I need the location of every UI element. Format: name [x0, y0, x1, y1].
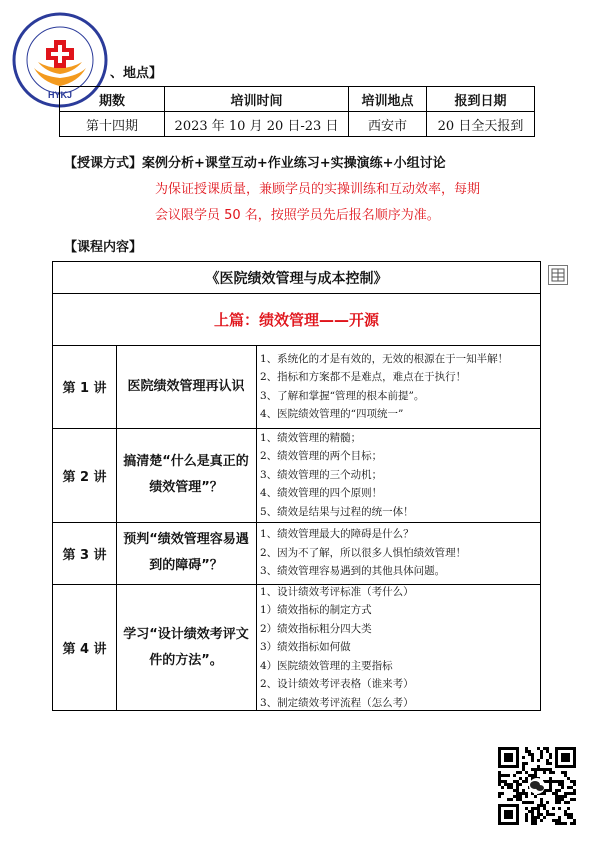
- lecture-number: 第 3 讲: [53, 522, 117, 584]
- teaching-method: 【授课方式】案例分析+课堂互动+作业练习+实操演练+小组讨论: [64, 156, 446, 171]
- lecture-item: 3、制定绩效考评流程（怎么考）: [260, 696, 414, 709]
- lecture-number: 第 4 讲: [53, 584, 117, 711]
- header-session: 期数: [60, 87, 165, 112]
- lecture-row: [53, 345, 540, 429]
- header-registration-date: 报到日期: [427, 87, 535, 112]
- header-training-time: 培训时间: [165, 87, 349, 112]
- schedule-row: [60, 112, 535, 137]
- schedule-table: [59, 86, 535, 137]
- lecture-items: [258, 584, 540, 711]
- lecture-item: 2、指标和方案都不是难点，难点在于执行！: [260, 371, 467, 383]
- lecture-item: 2）绩效指标粗分四大类: [260, 622, 372, 635]
- lecture-topic: 搞清楚“什么是真正的绩效管理”？: [116, 428, 257, 522]
- lecture-row: [53, 584, 540, 711]
- lecture-number: 第 1 讲: [53, 345, 117, 428]
- lecture-item: 1、绩效管理最大的障碍是什么？: [260, 528, 414, 541]
- lecture-item: 3、了解和掌握“管理的根本前提”。: [260, 389, 425, 402]
- lecture-row: [53, 522, 540, 585]
- lecture-item: 4、绩效管理的四个原则！: [260, 487, 383, 500]
- lecture-item: 4）医院绩效管理的主要指标: [260, 659, 393, 672]
- course-content-title: 【课程内容】: [64, 240, 143, 255]
- lecture-item: 2、因为不了解，所以很多人惧怕绩效管理！: [260, 546, 467, 559]
- wechat-qr-code: [498, 747, 576, 825]
- svg-text:HYKJ: HYKJ: [47, 90, 73, 100]
- lecture-number: 第 2 讲: [53, 428, 117, 522]
- lecture-items: [258, 345, 540, 428]
- session-cell: 第十四期: [60, 112, 165, 137]
- training-time-cell: 2023 年 10 月 20 日-23 日: [165, 112, 349, 137]
- lecture-topic: 预判“绩效管理容易遇到的障碍”？: [116, 522, 257, 584]
- schedule-header-row: [60, 87, 535, 112]
- course-title: 《医院绩效管理与成本控制》: [53, 262, 540, 294]
- lecture-items: [258, 522, 540, 584]
- lecture-items: [258, 428, 540, 522]
- lecture-item: 5、绩效是结果与过程的统一体！: [260, 505, 414, 518]
- class-size-note-line1: 为保证授课质量，兼顾学员的实操训练和互动效率，每期: [155, 182, 481, 197]
- lecture-topic: 学习“设计绩效考评文件的方法”。: [116, 584, 257, 711]
- course-part-title: 上篇：绩效管理——开源: [53, 293, 540, 346]
- class-size-note-line2: 会议限学员 50 名，按照学员先后报名顺序为准。: [155, 208, 440, 223]
- course-table: [52, 261, 541, 711]
- lecture-item: 1、系统化的才是有效的，无效的根源在于一知半解！: [260, 352, 509, 365]
- lecture-item: 3、绩效管理的三个动机；: [260, 468, 383, 481]
- lecture-item: 2、绩效管理的两个目标；: [260, 450, 383, 463]
- lecture-item: 3）绩效指标如何做: [260, 641, 351, 654]
- lecture-item: 2、设计绩效考评表格（谁来考）: [260, 678, 414, 691]
- lecture-item: 1）绩效指标的制定方式: [260, 604, 372, 617]
- lecture-item: 1、设计绩效考评标准（考什么）: [260, 585, 414, 598]
- lecture-item: 4、医院绩效管理的“四项统一”: [260, 408, 404, 420]
- lecture-row: [53, 428, 540, 523]
- lecture-item: 3、绩效管理容易遇到的其他具体问题。: [260, 565, 446, 578]
- lecture-topic: 医院绩效管理再认识: [116, 345, 257, 428]
- header-location: 培训地点: [349, 87, 427, 112]
- table-icon[interactable]: [548, 265, 568, 285]
- registration-date-cell: 20 日全天报到: [427, 112, 535, 137]
- schedule-section-title: 、地点】: [110, 66, 163, 81]
- lecture-item: 1、绩效管理的精髓；: [260, 431, 362, 444]
- location-cell: 西安市: [349, 112, 427, 137]
